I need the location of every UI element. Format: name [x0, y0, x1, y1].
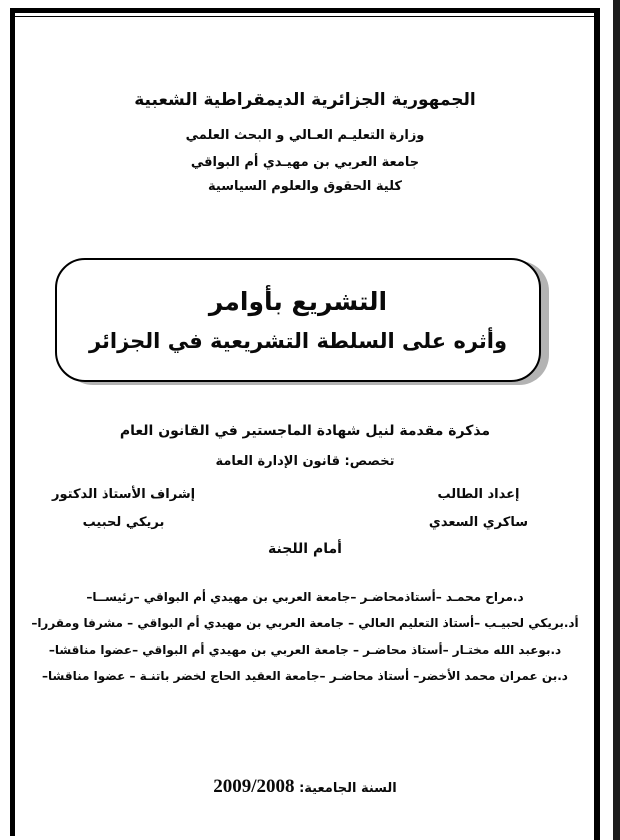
committee-heading: أمام اللجنة: [268, 541, 342, 557]
committee-member-3: د.بوعبد الله مختـار –أستاذ محاضـر – جامعة العربي بن مهيدي أم البواقي –عضوا مناقشا–: [48, 643, 562, 657]
committee-member-2: أد.بريكي لحبيـب –أستاذ التعليم العالي – جامعة العربي بن مهيدي أم البواقي – مشرفا ومقررا–: [31, 616, 579, 630]
university-name: جامعة العربي بن مهيـدي أم البواقي: [190, 155, 420, 170]
committee-member-1: د.مراح محمـد –أستاذمحاضـر –جامعة العربي بن مهيدي أم البواقي –رئيســا–: [86, 590, 524, 604]
thesis-statement: مذكرة مقدمة لنيل شهادة الماجستير في القانون العام: [119, 423, 491, 439]
thesis-title-box: [55, 258, 541, 382]
scan-edge-strip: [613, 0, 620, 840]
thesis-specialty: تخصص: قانون الإدارة العامة: [215, 454, 395, 469]
student-label: إعداد الطالب: [437, 487, 520, 502]
academic-year-value: 2009/2008: [213, 776, 295, 797]
academic-year-label: السنة الجامعية:: [299, 781, 397, 796]
frame-border-right: [594, 8, 600, 840]
thesis-title-line2: وأثره على السلطة التشريعية في الجزائر: [88, 329, 508, 353]
frame-border-left: [10, 8, 15, 836]
supervisor-label: إشراف الأستاذ الدكتور: [52, 487, 196, 502]
frame-border-top: [10, 8, 600, 13]
student-name: ساكري السعدي: [428, 515, 528, 530]
ministry-name: وزارة التعليـم العـالي و البحث العلمي: [185, 128, 425, 143]
supervisor-name: بريكي لحبيب: [82, 515, 165, 530]
frame-inner-line: [12, 16, 596, 17]
committee-member-4: د.بن عمران محمد الأخضر– أستاذ محاضـر –جامعة العقيد الحاج لخضر باتنـة – عضوا مناقشا–: [42, 669, 568, 683]
supervisor-column: [52, 487, 195, 530]
faculty-name: كلية الحقوق والعلوم السياسية: [208, 179, 402, 194]
republic-name: الجمهورية الجزائرية الديمقراطية الشعبية: [134, 90, 476, 110]
student-column: [429, 487, 528, 530]
academic-year: [16, 776, 594, 798]
thesis-title-line1: التشريع بأوامر: [208, 287, 388, 316]
